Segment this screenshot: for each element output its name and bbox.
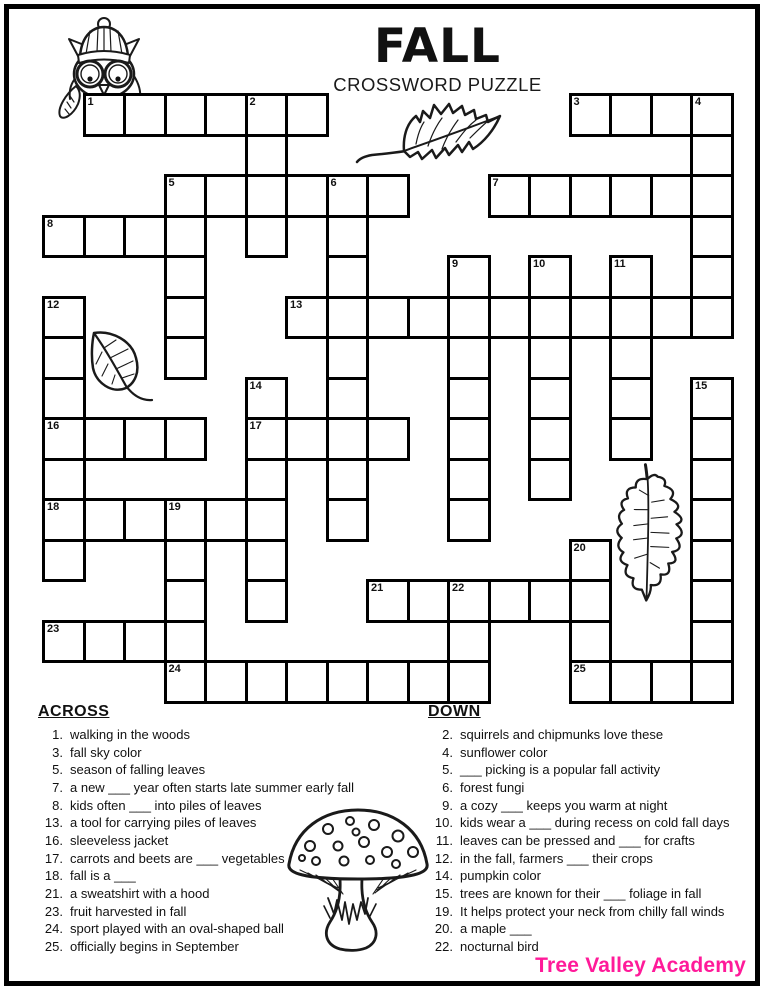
clue-item	[428, 779, 758, 797]
clue-text: carrots and beets are ___ vegetables	[70, 850, 285, 866]
cell-number: 12	[47, 298, 60, 311]
page-subtitle: CROSSWORD PUZZLE	[333, 74, 542, 95]
clue-item	[38, 744, 430, 762]
grid-cell-r2c6[interactable]	[285, 174, 329, 218]
grid-cell-r3c0[interactable]	[42, 215, 86, 259]
grid-cell-r13c13[interactable]	[569, 620, 613, 664]
clue-number: 16.	[44, 832, 63, 848]
grid-cell-r2c4[interactable]	[204, 174, 248, 218]
grid-cell-r3c16[interactable]	[690, 215, 734, 259]
clue-text: walking in the woods	[70, 727, 190, 742]
clue-text: fall is a ___	[70, 868, 136, 884]
grid-cell-r9c5[interactable]	[245, 458, 289, 502]
grid-cell-r12c5[interactable]	[245, 579, 289, 623]
grid-cell-r14c3[interactable]	[164, 660, 208, 704]
grid-cell-r13c1[interactable]	[83, 620, 127, 664]
cell-number: 5	[168, 177, 175, 189]
grid-cell-r5c0[interactable]	[42, 296, 86, 340]
grid-cell-r9c10[interactable]	[447, 458, 491, 502]
clue-number: 11.	[435, 832, 453, 848]
cell-number: 8	[47, 217, 54, 230]
grid-cell-r5c10[interactable]	[447, 296, 491, 340]
clue-number: 14.	[434, 868, 453, 884]
grid-cell-r14c8[interactable]	[366, 660, 410, 704]
clue-item	[38, 814, 430, 832]
grid-cell-r7c10[interactable]	[447, 377, 491, 421]
grid-cell-r6c12[interactable]	[528, 336, 572, 380]
clue-item	[428, 814, 758, 832]
grid-cell-r5c14[interactable]	[609, 296, 653, 340]
cell-number: 9	[452, 258, 459, 270]
grid-cell-r12c8[interactable]	[366, 579, 410, 623]
clue-number: 4.	[442, 744, 453, 760]
clue-number: 13.	[44, 815, 63, 831]
clue-item	[428, 867, 758, 885]
grid-cell-r14c10[interactable]	[447, 660, 491, 704]
grid-cell-r11c13[interactable]	[569, 539, 613, 583]
grid-cell-r0c14[interactable]	[609, 93, 653, 137]
grid-cell-r9c12[interactable]	[528, 458, 572, 502]
grid-cell-r8c10[interactable]	[447, 417, 491, 461]
grid-cell-r13c16[interactable]	[690, 620, 734, 664]
grid-cell-r2c14[interactable]	[609, 174, 653, 218]
grid-cell-r5c6[interactable]	[285, 296, 329, 340]
grid-cell-r14c9[interactable]	[407, 660, 451, 704]
grid-cell-r10c2[interactable]	[123, 498, 167, 542]
clue-number: 3.	[52, 744, 63, 760]
grid-cell-r13c2[interactable]	[123, 620, 167, 664]
cell-number: 25	[573, 663, 586, 675]
clue-item	[428, 832, 758, 850]
grid-cell-r7c16[interactable]	[690, 377, 734, 421]
across-clues-list	[38, 726, 430, 956]
cell-number: 4	[695, 96, 702, 108]
grid-cell-r14c15[interactable]	[650, 660, 694, 704]
grid-cell-r5c13[interactable]	[569, 296, 613, 340]
grid-cell-r14c13[interactable]	[569, 660, 613, 704]
grid-cell-r12c10[interactable]	[447, 579, 491, 623]
grid-cell-r6c7[interactable]	[326, 336, 370, 380]
clue-text: forest fungi	[460, 779, 525, 795]
grid-cell-r2c8[interactable]	[366, 174, 410, 218]
clue-item	[428, 920, 758, 938]
clue-item	[428, 903, 758, 921]
grid-cell-r2c3[interactable]	[164, 174, 208, 218]
clue-number: 19.	[434, 903, 453, 919]
grid-cell-r5c9[interactable]	[407, 296, 451, 340]
cell-number: 11	[614, 258, 626, 270]
grid-cell-r3c2[interactable]	[123, 215, 167, 259]
grid-cell-r12c13[interactable]	[569, 579, 613, 623]
grid-cell-r12c3[interactable]	[164, 579, 208, 623]
title-block	[300, 19, 575, 96]
clue-text: leaves can be pressed and ___ for crafts	[460, 832, 695, 848]
cell-number: 18	[47, 501, 60, 513]
grid-cell-r12c9[interactable]	[407, 579, 451, 623]
grid-cell-r4c7[interactable]	[326, 255, 370, 299]
grid-cell-r8c16[interactable]	[690, 417, 734, 461]
grid-cell-r8c5[interactable]	[245, 417, 289, 461]
page-title: FALL	[374, 19, 501, 74]
down-header: DOWN	[428, 703, 481, 720]
cell-number: 13	[290, 298, 303, 311]
clue-item	[38, 867, 430, 885]
grid-cell-r6c3[interactable]	[164, 336, 208, 380]
clue-item	[38, 832, 430, 850]
grid-cell-r0c15[interactable]	[650, 93, 694, 137]
grid-cell-r14c6[interactable]	[285, 660, 329, 704]
grid-cell-r9c16[interactable]	[690, 458, 734, 502]
grid-cell-r4c12[interactable]	[528, 255, 572, 299]
clue-text: in the fall, farmers ___ their crops	[460, 850, 653, 866]
grid-cell-r12c11[interactable]	[488, 579, 532, 623]
grid-cell-r14c7[interactable]	[326, 660, 370, 704]
grid-cell-r5c11[interactable]	[488, 296, 532, 340]
clue-item	[38, 726, 430, 744]
clue-item	[38, 920, 430, 938]
clue-text: a tool for carrying piles of leaves	[70, 815, 257, 831]
clue-number: 22.	[434, 938, 453, 954]
grid-cell-r7c7[interactable]	[326, 377, 370, 421]
clue-item	[428, 761, 758, 779]
clue-item	[428, 938, 758, 956]
across-header: ACROSS	[38, 703, 110, 720]
grid-cell-r11c16[interactable]	[690, 539, 734, 583]
grid-cell-r13c10[interactable]	[447, 620, 491, 664]
clue-text: kids often ___ into piles of leaves	[70, 797, 262, 813]
grid-cell-r2c5[interactable]	[245, 174, 289, 218]
clue-item	[428, 744, 758, 762]
grid-cell-r3c1[interactable]	[83, 215, 127, 259]
clue-number: 23.	[44, 903, 63, 919]
grid-cell-r6c0[interactable]	[42, 336, 86, 380]
grid-cell-r4c14[interactable]	[609, 255, 653, 299]
grid-cell-r8c1[interactable]	[83, 417, 127, 461]
grid-cell-r3c7[interactable]	[326, 215, 370, 259]
clue-number: 2.	[442, 727, 453, 742]
grid-cell-r1c16[interactable]	[690, 134, 734, 178]
grid-cell-r1c5[interactable]	[245, 134, 289, 178]
cell-number: 20	[573, 541, 586, 554]
grid-cell-r0c2[interactable]	[123, 93, 167, 137]
grid-cell-r13c0[interactable]	[42, 620, 86, 664]
across-clues-section	[38, 703, 430, 956]
grid-cell-r3c3[interactable]	[164, 215, 208, 259]
grid-cell-r8c3[interactable]	[164, 417, 208, 461]
grid-cell-r8c7[interactable]	[326, 417, 370, 461]
clue-text: a sweatshirt with a hood	[70, 885, 210, 901]
grid-cell-r2c12[interactable]	[528, 174, 572, 218]
grid-cell-r8c12[interactable]	[528, 417, 572, 461]
grid-cell-r10c16[interactable]	[690, 498, 734, 542]
clue-item	[38, 850, 430, 868]
clue-item	[428, 885, 758, 903]
grid-cell-r0c3[interactable]	[164, 93, 208, 137]
clue-item	[38, 903, 430, 921]
cell-number: 22	[452, 582, 465, 594]
clue-item	[38, 761, 430, 779]
cell-number: 19	[168, 501, 181, 513]
clue-number: 5.	[442, 762, 453, 778]
clue-text: fall sky color	[70, 744, 142, 760]
grid-cell-r10c5[interactable]	[245, 498, 289, 542]
grid-cell-r10c4[interactable]	[204, 498, 248, 542]
grid-cell-r0c5[interactable]	[245, 93, 289, 137]
cell-number: 7	[492, 177, 499, 189]
grid-cell-r7c14[interactable]	[609, 377, 653, 421]
clue-number: 6.	[442, 779, 453, 795]
grid-cell-r11c3[interactable]	[164, 539, 208, 583]
clue-number: 20.	[434, 921, 453, 937]
grid-cell-r8c14[interactable]	[609, 417, 653, 461]
clue-text: sleeveless jacket	[70, 832, 169, 848]
grid-cell-r7c5[interactable]	[245, 377, 289, 421]
clue-item	[38, 938, 430, 956]
grid-cell-r10c1[interactable]	[83, 498, 127, 542]
cell-number: 2	[249, 96, 256, 108]
grid-cell-r4c10[interactable]	[447, 255, 491, 299]
grid-cell-r7c0[interactable]	[42, 377, 86, 421]
clue-text: a maple ___	[460, 921, 532, 937]
clue-text: a new ___ year often starts late summer early fall	[70, 779, 354, 795]
grid-cell-r11c0[interactable]	[42, 539, 86, 583]
grid-cell-r10c3[interactable]	[164, 498, 208, 542]
cell-number: 6	[330, 177, 337, 189]
cell-number: 14	[249, 379, 262, 392]
grid-cell-r0c1[interactable]	[83, 93, 127, 137]
brand-logo-text: Tree Valley Academy	[535, 954, 746, 977]
cell-number: 16	[47, 420, 60, 432]
cell-number: 10	[533, 258, 546, 270]
clue-number: 25.	[44, 938, 63, 954]
grid-cell-r5c15[interactable]	[650, 296, 694, 340]
clue-text: officially begins in September	[70, 938, 239, 954]
grid-cell-r5c12[interactable]	[528, 296, 572, 340]
grid-cell-r10c0[interactable]	[42, 498, 86, 542]
grid-cell-r0c6[interactable]	[285, 93, 329, 137]
grid-cell-r0c13[interactable]	[569, 93, 613, 137]
clue-text: squirrels and chipmunks love these	[460, 727, 664, 742]
clue-number: 12.	[434, 850, 453, 866]
clue-text: fruit harvested in fall	[70, 903, 187, 919]
cell-number: 1	[87, 96, 94, 108]
clue-text: sunflower color	[460, 744, 548, 760]
grid-cell-r8c8[interactable]	[366, 417, 410, 461]
cell-number: 21	[371, 582, 384, 594]
clue-text: sport played with an oval-shaped ball	[70, 921, 284, 937]
clue-text: a cozy ___ keeps you warm at night	[460, 797, 668, 813]
clue-text: It helps protect your neck from chilly fall winds	[460, 903, 725, 919]
cell-number: 24	[168, 663, 181, 675]
grid-cell-r14c5[interactable]	[245, 660, 289, 704]
grid-cell-r5c8[interactable]	[366, 296, 410, 340]
grid-cell-r10c7[interactable]	[326, 498, 370, 542]
grid-cell-r5c16[interactable]	[690, 296, 734, 340]
clue-text: season of falling leaves	[70, 762, 206, 778]
cell-number: 17	[249, 420, 262, 432]
clue-item	[38, 779, 430, 797]
grid-cell-r2c7[interactable]	[326, 174, 370, 218]
grid-cell-r12c16[interactable]	[690, 579, 734, 623]
clue-number: 10.	[434, 815, 453, 831]
grid-cell-r14c4[interactable]	[204, 660, 248, 704]
clue-text: kids wear a ___ during recess on cold fall days	[460, 815, 730, 831]
clue-item	[428, 850, 758, 868]
clue-number: 1.	[52, 727, 63, 742]
clue-item	[428, 797, 758, 815]
clue-number: 18.	[44, 868, 63, 884]
clue-text: trees are known for their ___ foliage in fall	[460, 885, 702, 901]
cell-number: 15	[695, 379, 708, 392]
clue-text: nocturnal bird	[460, 938, 539, 954]
grid-cell-r3c5[interactable]	[245, 215, 289, 259]
grid-cell-r12c12[interactable]	[528, 579, 572, 623]
grid-cell-r7c12[interactable]	[528, 377, 572, 421]
cell-number: 3	[573, 96, 580, 108]
grid-cell-r2c11[interactable]	[488, 174, 532, 218]
clue-number: 24.	[44, 921, 63, 937]
grid-cell-r13c3[interactable]	[164, 620, 208, 664]
grid-cell-r6c14[interactable]	[609, 336, 653, 380]
grid-cell-r14c14[interactable]	[609, 660, 653, 704]
down-clues-list	[428, 726, 758, 956]
clue-number: 17.	[44, 850, 63, 866]
grid-cell-r6c10[interactable]	[447, 336, 491, 380]
grid-cell-r2c13[interactable]	[569, 174, 613, 218]
grid-cell-r11c5[interactable]	[245, 539, 289, 583]
grid-cell-r8c2[interactable]	[123, 417, 167, 461]
grid-cell-r9c0[interactable]	[42, 458, 86, 502]
grid-cell-r4c3[interactable]	[164, 255, 208, 299]
clue-number: 5.	[52, 762, 63, 778]
grid-cell-r8c6[interactable]	[285, 417, 329, 461]
grid-cell-r4c16[interactable]	[690, 255, 734, 299]
down-clues-section	[428, 703, 758, 956]
clue-text: ___ picking is a popular fall activity	[460, 762, 661, 778]
grid-cell-r10c10[interactable]	[447, 498, 491, 542]
grid-cell-r9c7[interactable]	[326, 458, 370, 502]
clue-number: 7.	[52, 779, 63, 795]
clue-number: 15.	[434, 885, 453, 901]
clue-text: pumpkin color	[460, 868, 541, 884]
grid-cell-r0c16[interactable]	[690, 93, 734, 137]
clue-item	[428, 726, 758, 744]
grid-cell-r5c7[interactable]	[326, 296, 370, 340]
grid-cell-r14c16[interactable]	[690, 660, 734, 704]
grid-cell-r8c0[interactable]	[42, 417, 86, 461]
grid-cell-r5c3[interactable]	[164, 296, 208, 340]
grid-cell-r0c4[interactable]	[204, 93, 248, 137]
clue-item	[38, 797, 430, 815]
clue-number: 9.	[442, 797, 453, 813]
cell-number: 23	[47, 622, 60, 635]
clue-number: 8.	[52, 797, 63, 813]
clue-number: 21.	[44, 885, 63, 901]
grid-cell-r2c15[interactable]	[650, 174, 694, 218]
clue-item	[38, 885, 430, 903]
grid-cell-r2c16[interactable]	[690, 174, 734, 218]
